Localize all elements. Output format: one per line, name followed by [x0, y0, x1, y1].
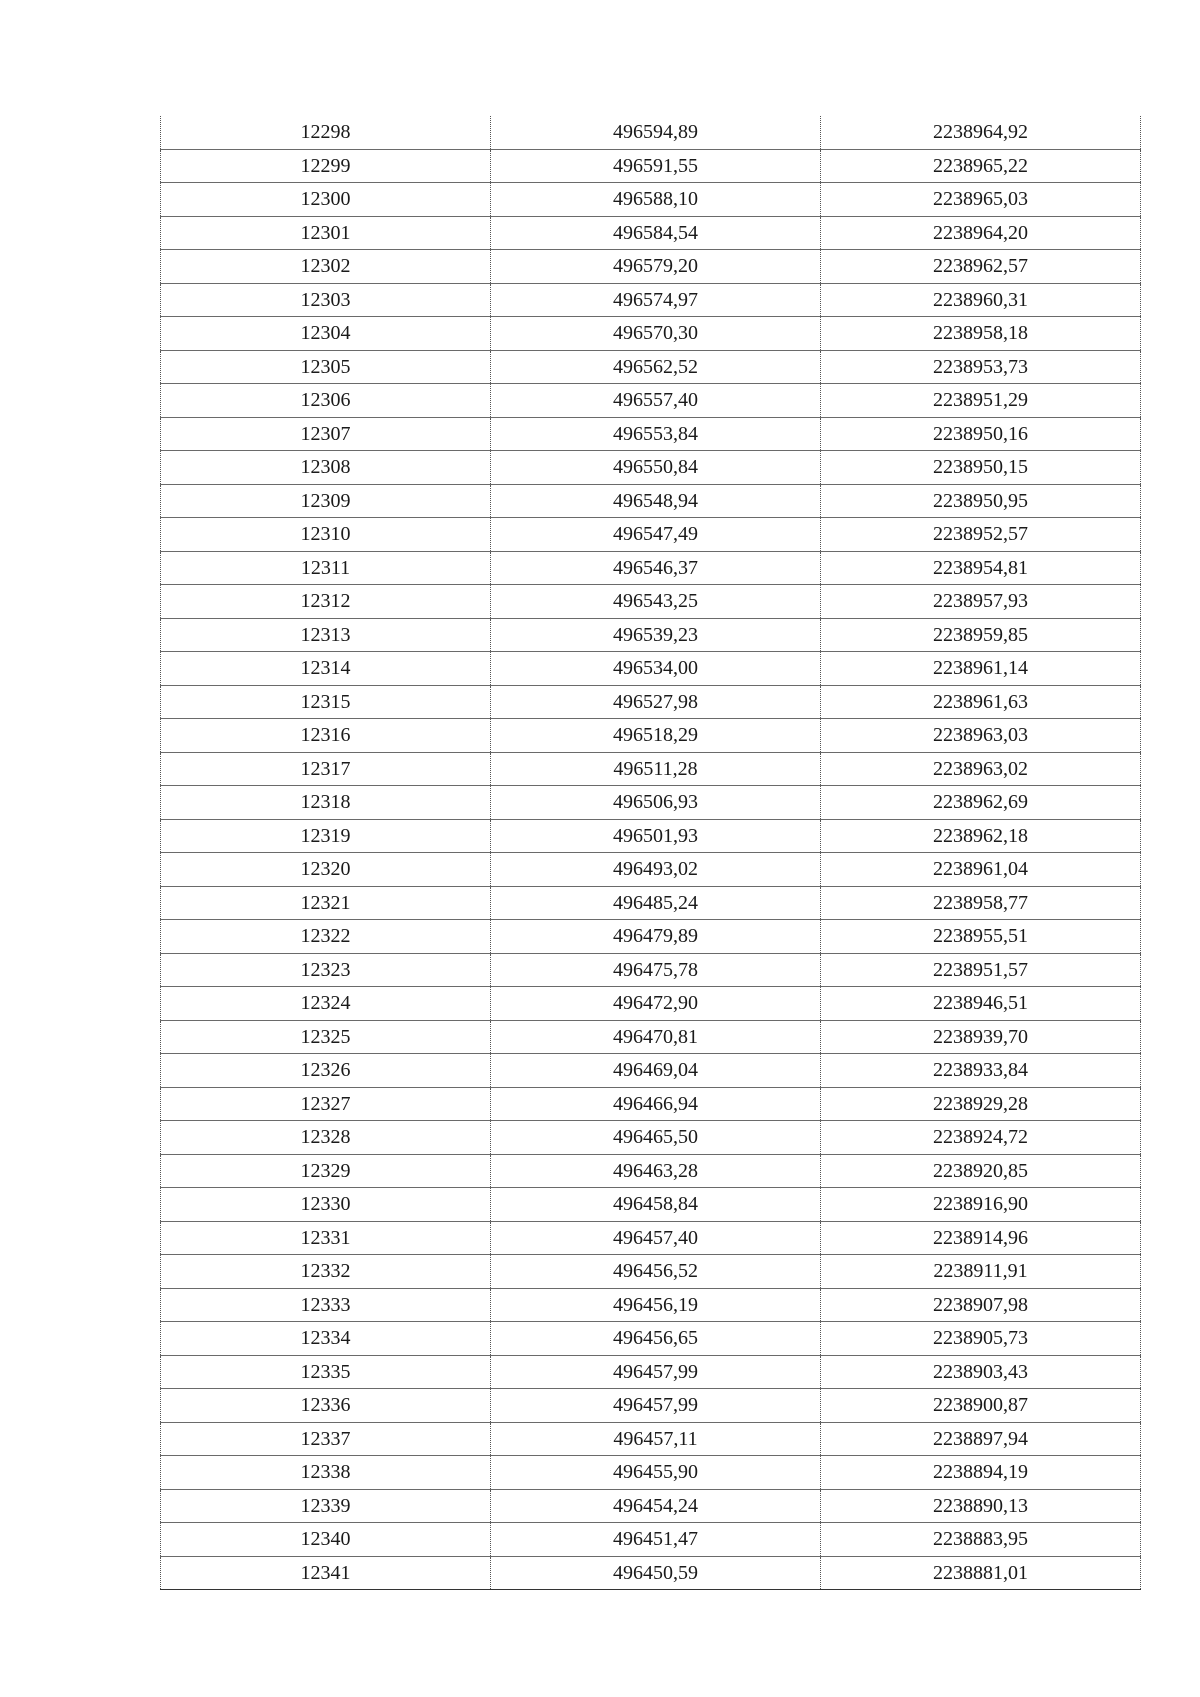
table-row: [161, 350, 1141, 384]
table-row: [161, 1556, 1141, 1590]
y-coordinate-cell: 2238881,01: [821, 1556, 1141, 1590]
y-coordinate-cell: 2238890,13: [821, 1489, 1141, 1523]
point-number-cell: 12320: [161, 853, 491, 887]
coordinates-table: [160, 116, 1141, 1590]
point-number-cell: 12334: [161, 1322, 491, 1356]
table-row: [161, 183, 1141, 217]
point-number-cell: 12322: [161, 920, 491, 954]
table-row: [161, 518, 1141, 552]
point-number-cell: 12302: [161, 250, 491, 284]
point-number-cell: 12337: [161, 1422, 491, 1456]
table-row: [161, 417, 1141, 451]
x-coordinate-cell: 496591,55: [491, 149, 821, 183]
table-row: [161, 953, 1141, 987]
point-number-cell: 12326: [161, 1054, 491, 1088]
y-coordinate-cell: 2238962,69: [821, 786, 1141, 820]
x-coordinate-cell: 496485,24: [491, 886, 821, 920]
table-row: [161, 786, 1141, 820]
table-row: [161, 1154, 1141, 1188]
y-coordinate-cell: 2238905,73: [821, 1322, 1141, 1356]
y-coordinate-cell: 2238961,14: [821, 652, 1141, 686]
x-coordinate-cell: 496455,90: [491, 1456, 821, 1490]
point-number-cell: 12300: [161, 183, 491, 217]
table-row: [161, 116, 1141, 149]
x-coordinate-cell: 496458,84: [491, 1188, 821, 1222]
y-coordinate-cell: 2238920,85: [821, 1154, 1141, 1188]
x-coordinate-cell: 496456,65: [491, 1322, 821, 1356]
y-coordinate-cell: 2238962,18: [821, 819, 1141, 853]
point-number-cell: 12341: [161, 1556, 491, 1590]
table-row: [161, 1020, 1141, 1054]
point-number-cell: 12315: [161, 685, 491, 719]
x-coordinate-cell: 496557,40: [491, 384, 821, 418]
x-coordinate-cell: 496562,52: [491, 350, 821, 384]
y-coordinate-cell: 2238963,03: [821, 719, 1141, 753]
y-coordinate-cell: 2238953,73: [821, 350, 1141, 384]
y-coordinate-cell: 2238957,93: [821, 585, 1141, 619]
table-row: [161, 1255, 1141, 1289]
table-row: [161, 685, 1141, 719]
table-row: [161, 216, 1141, 250]
table-row: [161, 652, 1141, 686]
point-number-cell: 12314: [161, 652, 491, 686]
y-coordinate-cell: 2238900,87: [821, 1389, 1141, 1423]
x-coordinate-cell: 496527,98: [491, 685, 821, 719]
point-number-cell: 12327: [161, 1087, 491, 1121]
y-coordinate-cell: 2238929,28: [821, 1087, 1141, 1121]
y-coordinate-cell: 2238950,15: [821, 451, 1141, 485]
x-coordinate-cell: 496588,10: [491, 183, 821, 217]
y-coordinate-cell: 2238964,92: [821, 116, 1141, 149]
point-number-cell: 12308: [161, 451, 491, 485]
table-row: [161, 317, 1141, 351]
x-coordinate-cell: 496534,00: [491, 652, 821, 686]
x-coordinate-cell: 496456,19: [491, 1288, 821, 1322]
x-coordinate-cell: 496457,40: [491, 1221, 821, 1255]
point-number-cell: 12304: [161, 317, 491, 351]
x-coordinate-cell: 496579,20: [491, 250, 821, 284]
table-row: [161, 283, 1141, 317]
y-coordinate-cell: 2238963,02: [821, 752, 1141, 786]
y-coordinate-cell: 2238962,57: [821, 250, 1141, 284]
point-number-cell: 12306: [161, 384, 491, 418]
x-coordinate-cell: 496570,30: [491, 317, 821, 351]
table-row: [161, 149, 1141, 183]
point-number-cell: 12301: [161, 216, 491, 250]
table-row: [161, 484, 1141, 518]
point-number-cell: 12307: [161, 417, 491, 451]
x-coordinate-cell: 496472,90: [491, 987, 821, 1021]
x-coordinate-cell: 496457,11: [491, 1422, 821, 1456]
table-row: [161, 1188, 1141, 1222]
x-coordinate-cell: 496506,93: [491, 786, 821, 820]
y-coordinate-cell: 2238958,18: [821, 317, 1141, 351]
point-number-cell: 12311: [161, 551, 491, 585]
x-coordinate-cell: 496466,94: [491, 1087, 821, 1121]
y-coordinate-cell: 2238961,04: [821, 853, 1141, 887]
y-coordinate-cell: 2238939,70: [821, 1020, 1141, 1054]
table-row: [161, 551, 1141, 585]
table-row: [161, 1121, 1141, 1155]
point-number-cell: 12312: [161, 585, 491, 619]
table-row: [161, 451, 1141, 485]
y-coordinate-cell: 2238946,51: [821, 987, 1141, 1021]
x-coordinate-cell: 496493,02: [491, 853, 821, 887]
table-row: [161, 384, 1141, 418]
point-number-cell: 12309: [161, 484, 491, 518]
table-row: [161, 920, 1141, 954]
table-row: [161, 1523, 1141, 1557]
table-row: [161, 1389, 1141, 1423]
table-row: [161, 1221, 1141, 1255]
y-coordinate-cell: 2238952,57: [821, 518, 1141, 552]
x-coordinate-cell: 496450,59: [491, 1556, 821, 1590]
y-coordinate-cell: 2238894,19: [821, 1456, 1141, 1490]
y-coordinate-cell: 2238897,94: [821, 1422, 1141, 1456]
table-row: [161, 853, 1141, 887]
x-coordinate-cell: 496539,23: [491, 618, 821, 652]
x-coordinate-cell: 496465,50: [491, 1121, 821, 1155]
y-coordinate-cell: 2238933,84: [821, 1054, 1141, 1088]
point-number-cell: 12324: [161, 987, 491, 1021]
y-coordinate-cell: 2238961,63: [821, 685, 1141, 719]
y-coordinate-cell: 2238964,20: [821, 216, 1141, 250]
x-coordinate-cell: 496457,99: [491, 1389, 821, 1423]
x-coordinate-cell: 496469,04: [491, 1054, 821, 1088]
coordinates-table-body: [161, 116, 1141, 1590]
table-row: [161, 1422, 1141, 1456]
x-coordinate-cell: 496454,24: [491, 1489, 821, 1523]
x-coordinate-cell: 496451,47: [491, 1523, 821, 1557]
y-coordinate-cell: 2238951,29: [821, 384, 1141, 418]
table-row: [161, 752, 1141, 786]
point-number-cell: 12321: [161, 886, 491, 920]
y-coordinate-cell: 2238950,16: [821, 417, 1141, 451]
point-number-cell: 12333: [161, 1288, 491, 1322]
point-number-cell: 12310: [161, 518, 491, 552]
point-number-cell: 12339: [161, 1489, 491, 1523]
point-number-cell: 12328: [161, 1121, 491, 1155]
y-coordinate-cell: 2238916,90: [821, 1188, 1141, 1222]
table-row: [161, 585, 1141, 619]
point-number-cell: 12335: [161, 1355, 491, 1389]
point-number-cell: 12318: [161, 786, 491, 820]
x-coordinate-cell: 496574,97: [491, 283, 821, 317]
point-number-cell: 12316: [161, 719, 491, 753]
point-number-cell: 12330: [161, 1188, 491, 1222]
point-number-cell: 12317: [161, 752, 491, 786]
x-coordinate-cell: 496479,89: [491, 920, 821, 954]
table-row: [161, 987, 1141, 1021]
y-coordinate-cell: 2238911,91: [821, 1255, 1141, 1289]
point-number-cell: 12298: [161, 116, 491, 149]
x-coordinate-cell: 496547,49: [491, 518, 821, 552]
x-coordinate-cell: 496457,99: [491, 1355, 821, 1389]
y-coordinate-cell: 2238950,95: [821, 484, 1141, 518]
table-row: [161, 719, 1141, 753]
table-row: [161, 1054, 1141, 1088]
point-number-cell: 12340: [161, 1523, 491, 1557]
x-coordinate-cell: 496518,29: [491, 719, 821, 753]
x-coordinate-cell: 496501,93: [491, 819, 821, 853]
x-coordinate-cell: 496463,28: [491, 1154, 821, 1188]
point-number-cell: 12331: [161, 1221, 491, 1255]
y-coordinate-cell: 2238955,51: [821, 920, 1141, 954]
y-coordinate-cell: 2238965,03: [821, 183, 1141, 217]
table-row: [161, 1087, 1141, 1121]
table-row: [161, 1288, 1141, 1322]
y-coordinate-cell: 2238914,96: [821, 1221, 1141, 1255]
point-number-cell: 12305: [161, 350, 491, 384]
y-coordinate-cell: 2238958,77: [821, 886, 1141, 920]
y-coordinate-cell: 2238903,43: [821, 1355, 1141, 1389]
x-coordinate-cell: 496594,89: [491, 116, 821, 149]
x-coordinate-cell: 496456,52: [491, 1255, 821, 1289]
table-row: [161, 618, 1141, 652]
point-number-cell: 12313: [161, 618, 491, 652]
point-number-cell: 12336: [161, 1389, 491, 1423]
point-number-cell: 12303: [161, 283, 491, 317]
table-row: [161, 1456, 1141, 1490]
x-coordinate-cell: 496548,94: [491, 484, 821, 518]
y-coordinate-cell: 2238883,95: [821, 1523, 1141, 1557]
table-row: [161, 1322, 1141, 1356]
point-number-cell: 12299: [161, 149, 491, 183]
x-coordinate-cell: 496475,78: [491, 953, 821, 987]
y-coordinate-cell: 2238960,31: [821, 283, 1141, 317]
x-coordinate-cell: 496550,84: [491, 451, 821, 485]
point-number-cell: 12332: [161, 1255, 491, 1289]
table-row: [161, 819, 1141, 853]
point-number-cell: 12319: [161, 819, 491, 853]
table-row: [161, 1489, 1141, 1523]
x-coordinate-cell: 496546,37: [491, 551, 821, 585]
x-coordinate-cell: 496470,81: [491, 1020, 821, 1054]
point-number-cell: 12329: [161, 1154, 491, 1188]
y-coordinate-cell: 2238965,22: [821, 149, 1141, 183]
point-number-cell: 12323: [161, 953, 491, 987]
y-coordinate-cell: 2238951,57: [821, 953, 1141, 987]
x-coordinate-cell: 496511,28: [491, 752, 821, 786]
y-coordinate-cell: 2238924,72: [821, 1121, 1141, 1155]
point-number-cell: 12338: [161, 1456, 491, 1490]
x-coordinate-cell: 496584,54: [491, 216, 821, 250]
y-coordinate-cell: 2238954,81: [821, 551, 1141, 585]
y-coordinate-cell: 2238907,98: [821, 1288, 1141, 1322]
table-row: [161, 250, 1141, 284]
table-row: [161, 1355, 1141, 1389]
point-number-cell: 12325: [161, 1020, 491, 1054]
x-coordinate-cell: 496553,84: [491, 417, 821, 451]
y-coordinate-cell: 2238959,85: [821, 618, 1141, 652]
table-row: [161, 886, 1141, 920]
x-coordinate-cell: 496543,25: [491, 585, 821, 619]
